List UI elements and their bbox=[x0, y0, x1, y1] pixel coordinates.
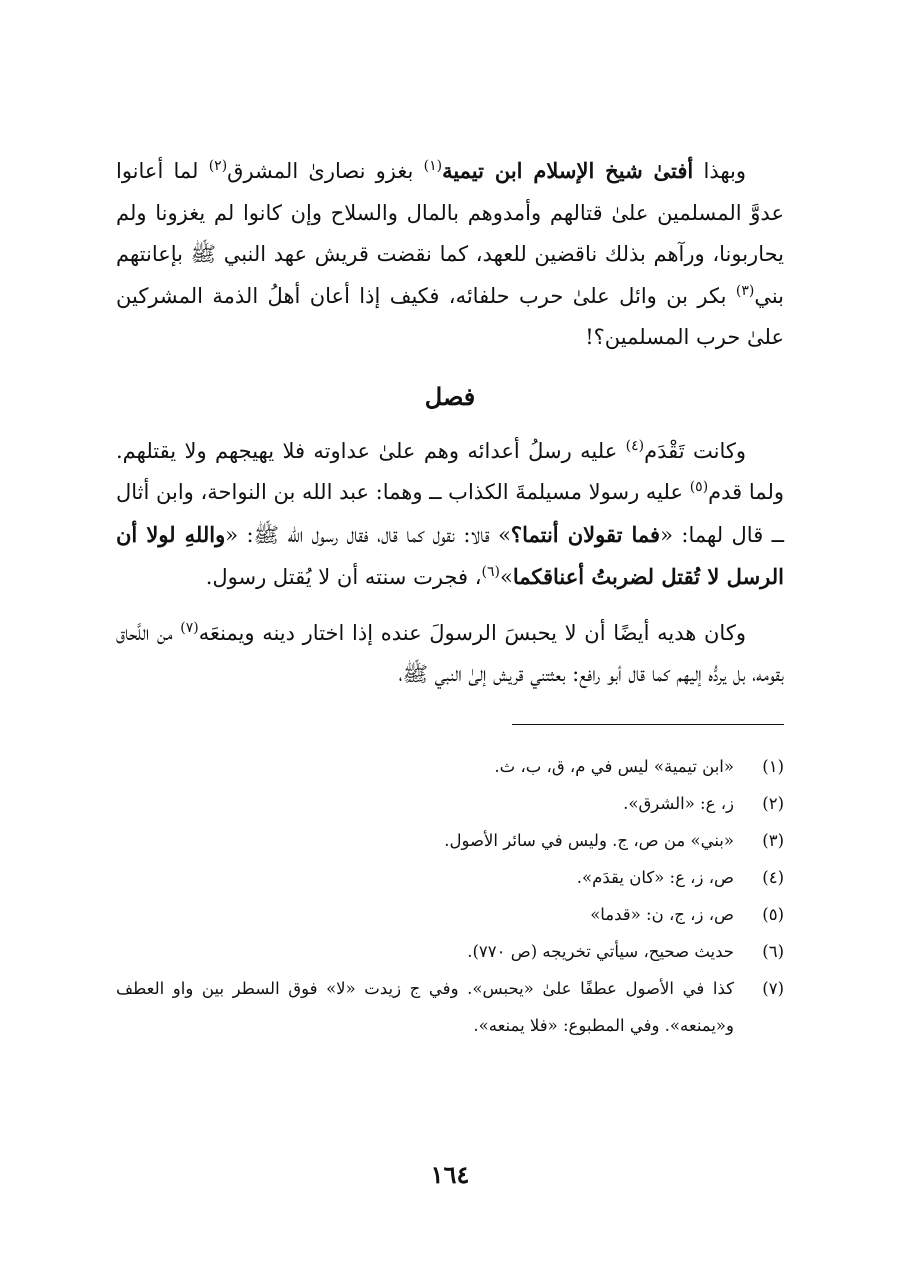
footnote-text: كذا في الأصول عطفًا علىٰ «يحبس». وفي ج زيدت «لا» فوق السطر بين واو العطف و«يمنعه». وفي المطبوع: «فلا يمنعه». bbox=[116, 978, 734, 1035]
footnote-separator-area bbox=[116, 696, 784, 748]
bold-phrase: أفتىٰ شيخ الإسلام ابن تيمية bbox=[442, 158, 694, 183]
footnote-2 bbox=[116, 785, 784, 822]
footnote-ref-3[interactable]: (٣) bbox=[735, 282, 755, 299]
text-span: عليه رسلُ أعدائه وهم علىٰ عداوته فلا يهيجهم ولا يقتلهم. ولما قدم bbox=[116, 438, 784, 504]
footnotes bbox=[116, 748, 784, 1044]
footnote-7 bbox=[116, 970, 784, 1044]
text-span: عليه رسولا مسيلمةَ الكذاب ــ وهما: عبد الله بن النواحة، وابن أثال ــ قال لهما: « bbox=[116, 480, 784, 547]
footnote-number: (٤) bbox=[762, 867, 784, 887]
text-span: بغزو نصارىٰ المشرق bbox=[227, 159, 414, 183]
paragraph-3 bbox=[116, 613, 784, 696]
footnote-5 bbox=[116, 896, 784, 933]
text-span: وكانت تَقْدَم bbox=[644, 438, 747, 463]
footnote-text: ص، ز، ج، ن: «قدما» bbox=[590, 904, 734, 924]
footnote-number: (١) bbox=[762, 756, 784, 776]
footnote-number: (٧) bbox=[762, 978, 784, 998]
footnote-number: (٦) bbox=[762, 941, 784, 961]
footnote-ref-1[interactable]: (١) bbox=[423, 158, 443, 174]
text-span: من اللَّحاق بقومه، بل يردُّه إليهم كما قال أبو رافع: بعثتني قريش إلىٰ النبي ﷺ، bbox=[116, 620, 784, 686]
paragraph-2 bbox=[116, 431, 784, 599]
bold-quote: فما تقولان أنتما؟ bbox=[510, 521, 661, 547]
bold-quote: واللهِ لولا أن الرسل لا تُقتل لضربتُ أعناقكما bbox=[116, 521, 784, 589]
text-span: لما أعانوا عدوَّ المسلمين علىٰ قتالهم وأمدوهم بالمال والسلاح وإن كانوا لم يغزونا ولم يحاربونا، ورآهم بذلك ناقضين للعهد، كما نقضت قريش عهد النبي ﷺ بإعانتهم بني bbox=[116, 159, 784, 308]
footnote-ref-2[interactable]: (٢) bbox=[208, 158, 228, 174]
footnote-ref-5[interactable]: (٥) bbox=[689, 479, 709, 495]
footnote-text: ز، ع: «الشرق». bbox=[623, 793, 734, 813]
footnote-text: حديث صحيح، سيأتي تخريجه (ص ٧٧٠). bbox=[467, 941, 734, 961]
footnote-ref-7[interactable]: (٧) bbox=[180, 619, 199, 636]
footnote-3 bbox=[116, 822, 784, 859]
footnote-number: (٣) bbox=[762, 830, 784, 850]
page-number: ١٦٤ bbox=[430, 1160, 470, 1189]
footnote-number: (٥) bbox=[762, 904, 784, 924]
text-span: » قالا: نقول كما قال، فقال رسول الله ﷺ: « bbox=[225, 522, 511, 547]
footnote-6 bbox=[116, 933, 784, 970]
footnote-ref-6[interactable]: (٦) bbox=[481, 564, 500, 580]
footnote-separator bbox=[512, 724, 784, 725]
text-span: وبهذا bbox=[703, 159, 747, 183]
footnote-number: (٢) bbox=[762, 793, 784, 813]
footnote-text: «ابن تيمية» ليس في م، ق، ب، ث. bbox=[494, 756, 734, 776]
text-span: » bbox=[499, 565, 513, 589]
section-heading: فصل bbox=[424, 381, 476, 411]
footnote-ref-4[interactable]: (٤) bbox=[625, 437, 645, 454]
text-span: وكان هديه أيضًا أن لا يحبسَ الرسولَ عنده إذا اختار دينه ويمنعَه bbox=[198, 620, 746, 645]
footnote-4 bbox=[116, 859, 784, 896]
footnote-text: ص، ز، ع: «كان يقدَم». bbox=[576, 867, 734, 887]
text-span: ، فجرت سنته أن لا يُقتل رسول. bbox=[205, 565, 482, 589]
paragraph-1 bbox=[116, 150, 784, 359]
footnote-text: «بني» من ص، ج. وليس في سائر الأصول. bbox=[444, 830, 734, 850]
footnote-1 bbox=[116, 748, 784, 785]
page-body bbox=[116, 150, 784, 1044]
text-span: بكر بن وائل علىٰ حرب حلفائه، فكيف إذا أعان أهلُ الذمة المشركين علىٰ حرب المسلمين؟! bbox=[116, 283, 784, 349]
